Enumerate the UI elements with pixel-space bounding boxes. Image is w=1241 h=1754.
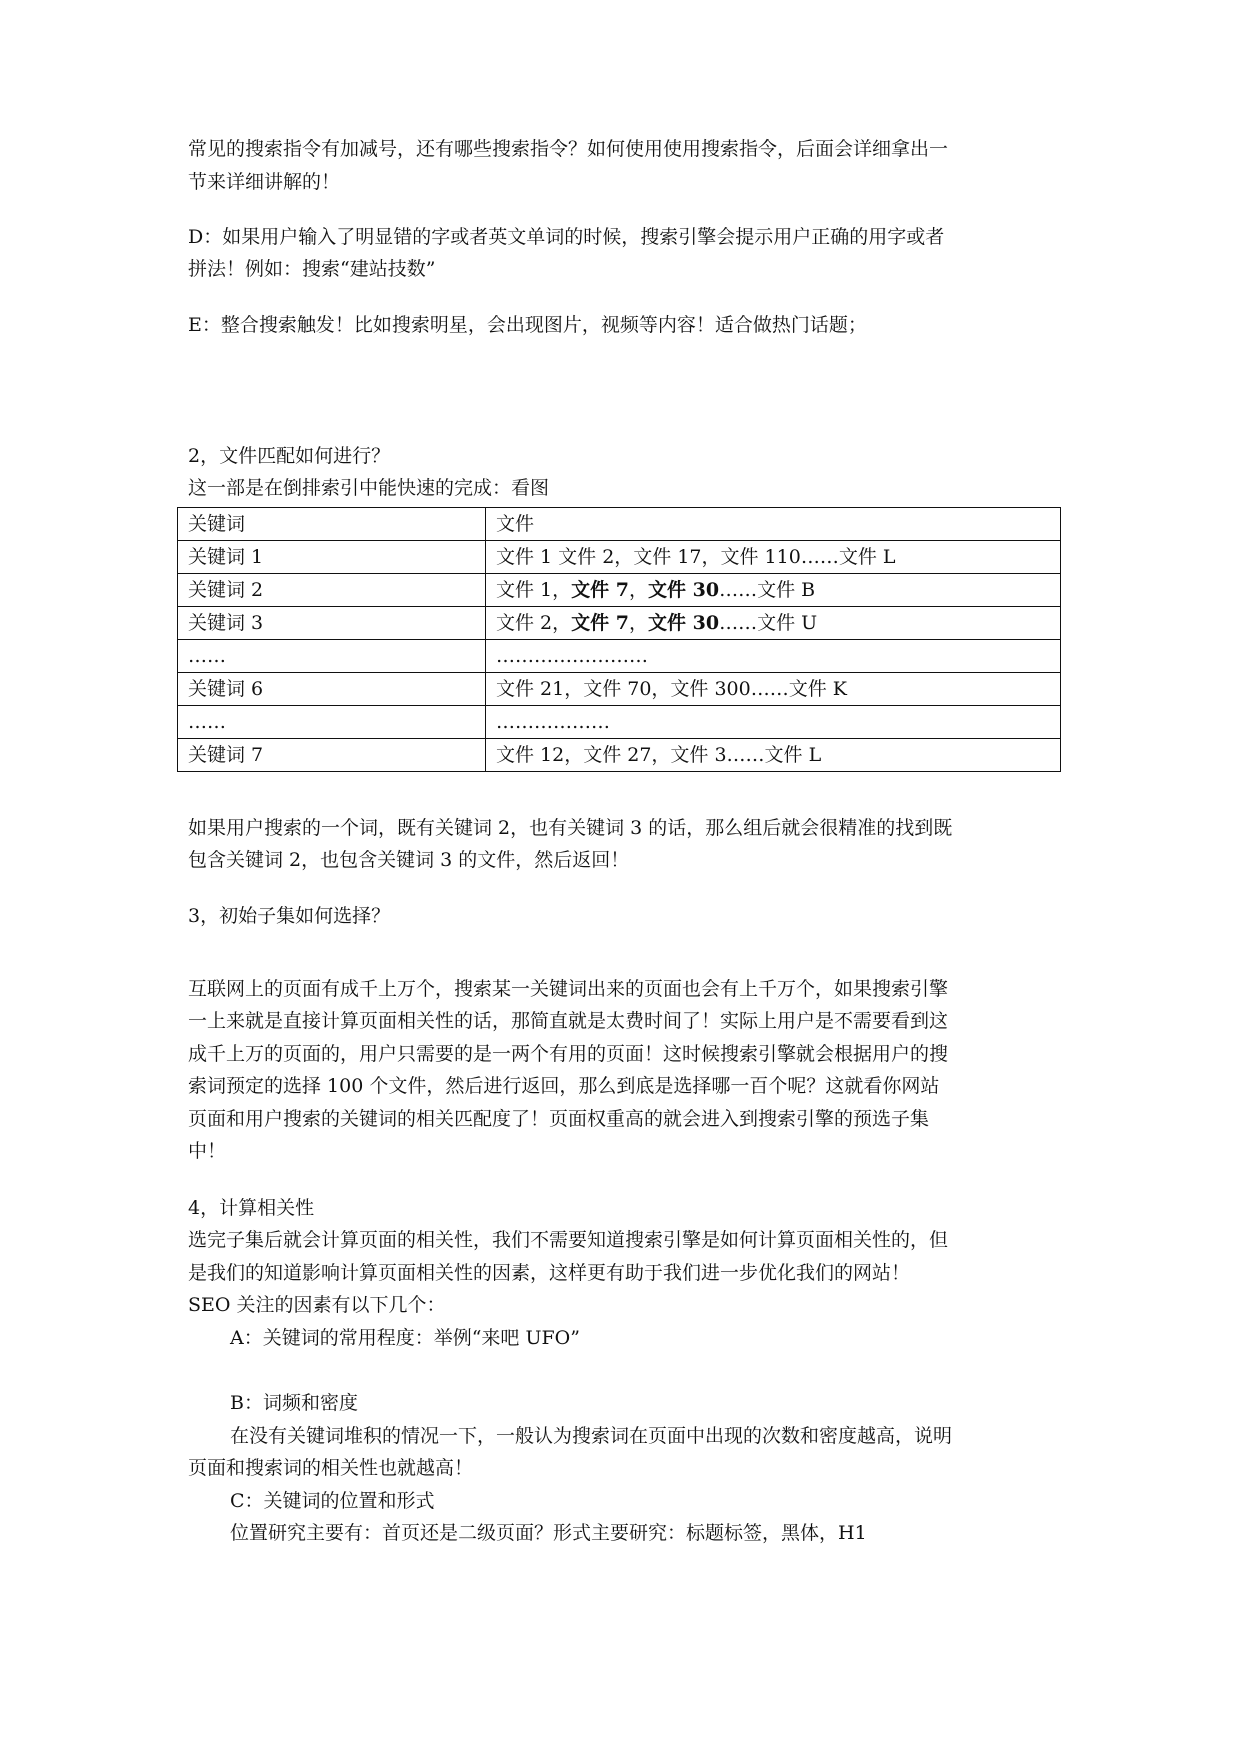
table-cell-bold-text: 文件 7: [571, 612, 629, 634]
table-cell: 关键词 2: [178, 574, 486, 607]
table-row: [178, 739, 1061, 772]
paragraph-line: 成千上万的页面的，用户只需要的是一两个有用的页面！这时候搜索引擎就会根据用户的搜: [188, 1043, 949, 1065]
table-cell-text: 文件 2，: [496, 612, 572, 634]
table-cell: 文件 12，文件 27，文件 3……文件 L: [486, 739, 1061, 772]
table-header-cell: 关键词: [178, 508, 486, 541]
table-cell: 文件 21，文件 70，文件 300……文件 K: [486, 673, 1061, 706]
table-row: [178, 673, 1061, 706]
paragraph-line: E：整合搜索触发！比如搜索明星，会出现图片，视频等内容！适合做热门话题；: [188, 314, 867, 336]
list-item: A：关键词的常用程度：举例“来吧 UFO”: [230, 1327, 580, 1349]
paragraph-line: 拼法！例如：搜索“建站技数”: [188, 258, 436, 280]
paragraph-line: 包含关键词 2，也包含关键词 3 的文件，然后返回！: [188, 849, 630, 871]
table-cell: ……………………: [486, 640, 1061, 673]
table-cell: 关键词 6: [178, 673, 486, 706]
table-cell-bold-text: 文件 7: [571, 579, 629, 601]
paragraph-line: 页面和搜索词的相关性也就越高！: [188, 1457, 474, 1479]
section-heading: 3，初始子集如何选择？: [188, 905, 391, 927]
paragraph-line: 页面和用户搜索的关键词的相关匹配度了！页面权重高的就会进入到搜索引擎的预选子集: [188, 1108, 930, 1130]
table-cell-text: ，: [628, 612, 648, 634]
table-cell: 关键词 7: [178, 739, 486, 772]
paragraph-line: 节来详细讲解的！: [188, 171, 341, 193]
table-cell: [486, 607, 1061, 640]
table-row: [178, 640, 1061, 673]
paragraph-line: 位置研究主要有：首页还是二级页面？形式主要研究：标题标签，黑体，H1: [230, 1522, 867, 1544]
table-cell: ……: [178, 640, 486, 673]
paragraph-line: 中！: [188, 1140, 227, 1162]
table-cell-text: ，: [628, 579, 648, 601]
table-cell: 关键词 3: [178, 607, 486, 640]
table-row: [178, 706, 1061, 739]
table-cell: ……: [178, 706, 486, 739]
list-item: B：词频和密度: [230, 1392, 358, 1414]
table-cell: ………………: [486, 706, 1061, 739]
section-heading: 2，文件匹配如何进行？: [188, 445, 391, 467]
table-cell: 文件 1 文件 2，文件 17，文件 110……文件 L: [486, 541, 1061, 574]
paragraph-line: 这一部是在倒排索引中能快速的完成：看图: [188, 477, 550, 499]
table-row: [178, 541, 1061, 574]
paragraph-line: SEO 关注的因素有以下几个：: [188, 1294, 446, 1316]
inverted-index-table: [177, 507, 1061, 772]
list-item: C：关键词的位置和形式: [230, 1490, 435, 1512]
table-cell: [486, 574, 1061, 607]
table-cell-bold-text: 文件 30: [648, 612, 720, 634]
table-row: [178, 607, 1061, 640]
table-cell: 关键词 1: [178, 541, 486, 574]
table-cell-text: ……文件 U: [719, 612, 818, 634]
table-header-row: [178, 508, 1061, 541]
table-cell-text: ……文件 B: [719, 579, 816, 601]
table-cell-bold-text: 文件 30: [648, 579, 720, 601]
paragraph-line: 一上来就是直接计算页面相关性的话，那简直就是太费时间了！实际上用户是不需要看到这: [188, 1010, 949, 1032]
paragraph-line: 是我们的知道影响计算页面相关性的因素，这样更有助于我们进一步优化我们的网站！: [188, 1262, 911, 1284]
paragraph-line: 选完子集后就会计算页面的相关性，我们不需要知道搜索引擎是如何计算页面相关性的，但: [188, 1229, 949, 1251]
paragraph-line: 在没有关键词堆积的情况一下，一般认为搜索词在页面中出现的次数和密度越高，说明: [230, 1425, 953, 1447]
paragraph-line: 如果用户搜索的一个词，既有关键词 2，也有关键词 3 的话，那么组后就会很精准的找到既: [188, 817, 953, 839]
section-heading: 4，计算相关性: [188, 1197, 315, 1219]
table-row: [178, 574, 1061, 607]
paragraph-line: D：如果用户输入了明显错的字或者英文单词的时候，搜索引擎会提示用户正确的用字或者: [188, 226, 945, 248]
table-header-cell: 文件: [486, 508, 1061, 541]
table-cell-text: 文件 1，: [496, 579, 572, 601]
paragraph-line: 互联网上的页面有成千上万个，搜索某一关键词出来的页面也会有上千万个，如果搜索引擎: [188, 978, 949, 1000]
paragraph-line: 索词预定的选择 100 个文件，然后进行返回，那么到底是选择哪一百个呢？这就看你网站: [188, 1075, 940, 1097]
paragraph-line: 常见的搜索指令有加减号，还有哪些搜索指令？如何使用使用搜索指令，后面会详细拿出一: [188, 138, 949, 160]
